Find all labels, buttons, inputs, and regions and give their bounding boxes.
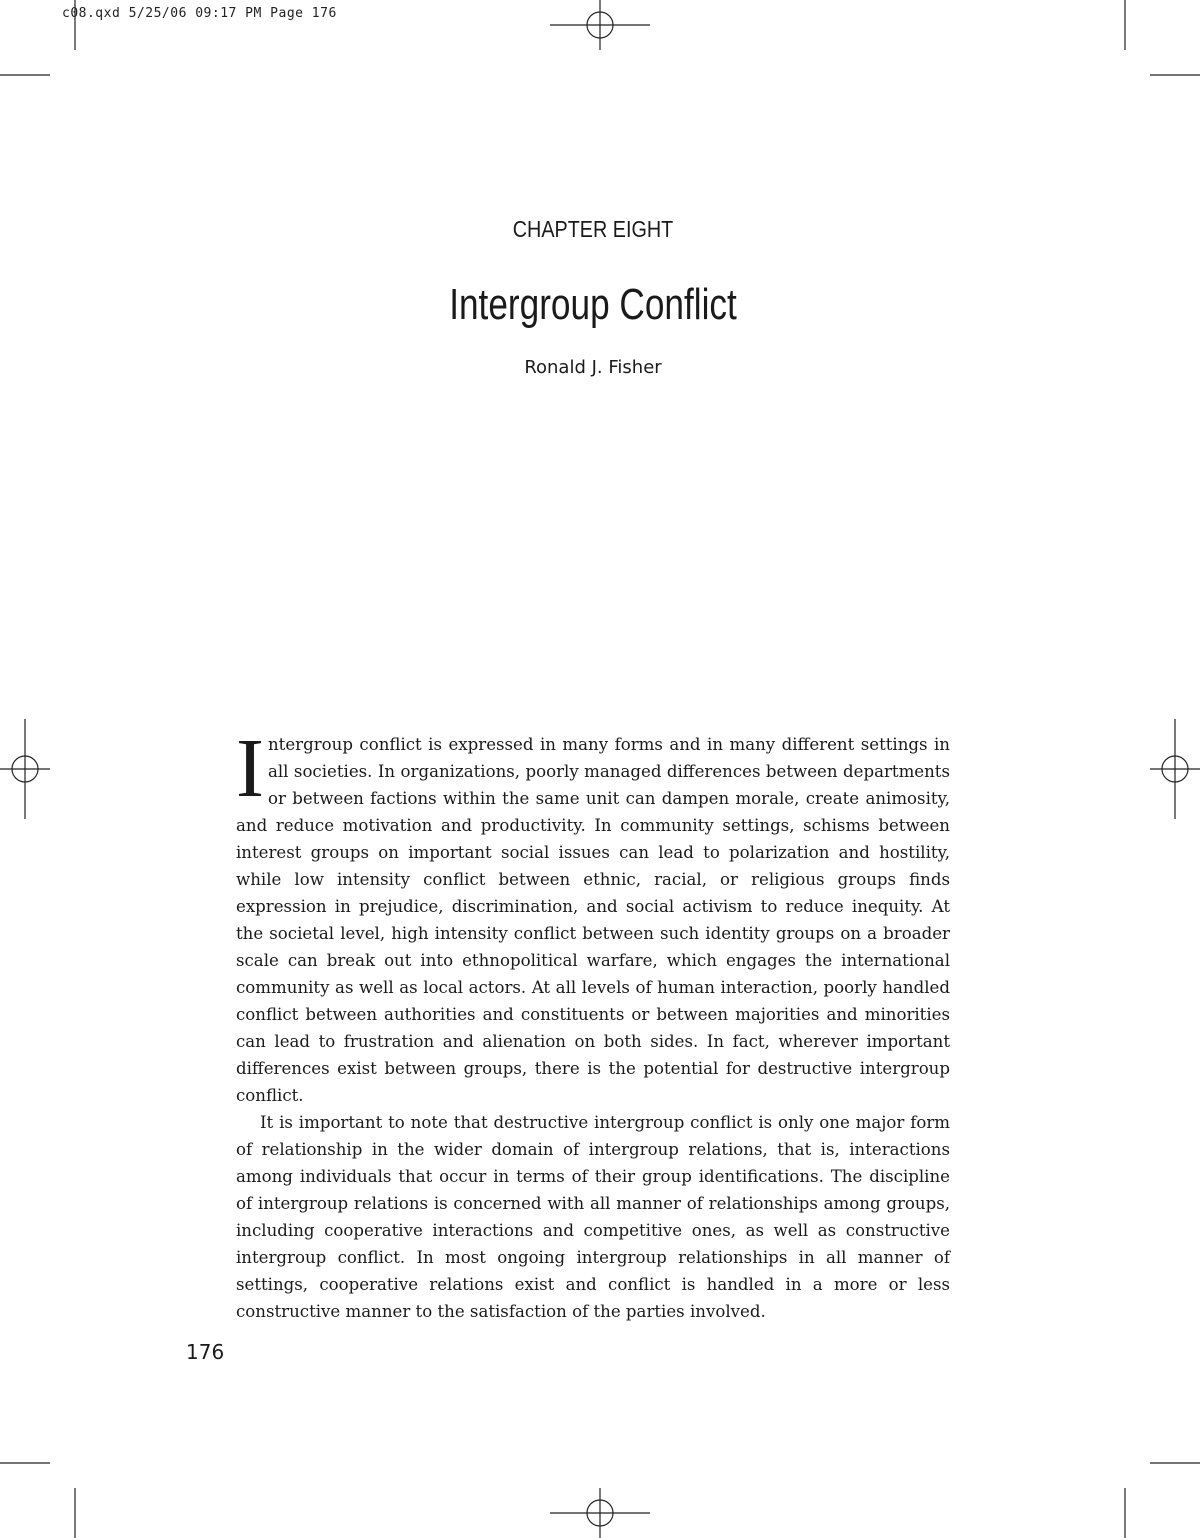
print-slug-line: c08.qxd 5/25/06 09:17 PM Page 176 [62, 6, 337, 21]
paragraph [236, 722, 950, 1109]
chapter-label: CHAPTER EIGHT [512, 216, 674, 242]
chapter-title: Intergroup Conflict [449, 280, 737, 329]
registration-mark-right [1150, 719, 1200, 819]
drop-cap: I [236, 722, 264, 815]
chapter-author: Ronald J. Fisher [524, 357, 662, 378]
registration-mark-left [0, 719, 50, 819]
paragraph-text: ntergroup conflict is expressed in many forms and in many different settings in all societies. In organizations, poorly managed differences between departments or between factions within the same unit can dampen morale, create animosity, and reduce motivation and productivity. In community settings, schisms between interest groups on important social issues can lead to polarization and hostility, while low intensity conflict between ethnic, racial, or religious groups finds expression in prejudice, discrimination, and social activism to reduce inequity. At the societal level, high intensity conflict between such identity groups on a broader scale can break out into ethnopolitical warfare, which engages the international community as well as local actors. At all levels of human interaction, poorly handled conflict between authorities and constituents or between majorities and minorities can lead to frustration and alienation on both sides. In fact, wherever important differences exist between groups, there is the potential for destructive intergroup conflict. [236, 735, 950, 1105]
registration-mark-top [550, 0, 650, 50]
chapter-body [236, 722, 950, 1325]
page-number: 176 [186, 1340, 225, 1364]
registration-mark-bottom [550, 1488, 650, 1538]
paragraph: It is important to note that destructive intergroup conflict is only one major form of relationship in the wider domain of intergroup relations, that is, interactions among individuals that occur in terms of their group identifications. The discipline of intergroup relations is concerned with all manner of relationships among groups, including cooperative interactions and competitive ones, as well as constructive intergroup conflict. In most ongoing intergroup relationships in all manner of settings, cooperative relations exist and conflict is handled in a more or less constructive manner to the satisfaction of the parties involved. [236, 1113, 950, 1321]
